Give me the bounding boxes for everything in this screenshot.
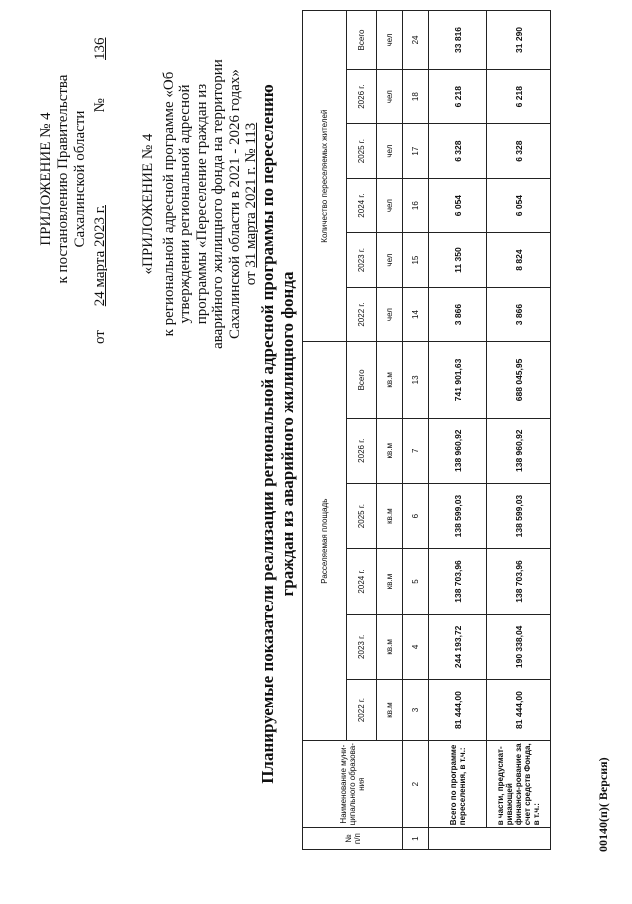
- annex-line-1: к постановлению Правительства: [55, 74, 71, 284]
- people-cell: 3 866: [429, 287, 487, 341]
- area-cell: 138 703,96: [429, 549, 487, 614]
- area-cell: 138 703,96: [487, 549, 551, 614]
- title-line-1: Планируемые показатели реализации региональной адресной программы по переселению: [258, 84, 277, 784]
- area-cell: 138 599,03: [487, 483, 551, 548]
- col-number: 17: [403, 124, 429, 178]
- area-cell: 81 444,00: [429, 680, 487, 741]
- people-cell: 33 816: [429, 11, 487, 70]
- unit-cell: кв.м: [377, 342, 403, 418]
- people-cell: 6 218: [487, 69, 551, 123]
- area-cell: 244 193,72: [429, 614, 487, 679]
- year-header: 2023 г.: [347, 614, 377, 679]
- unit-cell: чел: [377, 11, 403, 70]
- group-header-residents: Количество переселяемых жителей: [303, 11, 347, 342]
- area-cell: 741 901,63: [429, 342, 487, 418]
- area-cell: 138 599,03: [429, 483, 487, 548]
- year-header: 2025 г.: [347, 124, 377, 178]
- col-number: 2: [403, 741, 429, 828]
- people-cell: 11 350: [429, 233, 487, 287]
- annex-line-2: Сахалинской области: [72, 110, 88, 248]
- col-header-no: № п/п: [303, 828, 403, 850]
- area-cell: 688 045,95: [487, 342, 551, 418]
- annex-header: [38, 14, 89, 344]
- number-label: №: [92, 98, 108, 113]
- col-header-name: Наименование муни-ципального образова-ния: [303, 741, 403, 828]
- col-number: 1: [403, 828, 429, 850]
- year-header: 2022 г.: [347, 680, 377, 741]
- people-cell: 3 866: [487, 287, 551, 341]
- col-number: 5: [403, 549, 429, 614]
- program-line-3: программы «Переселение граждан из: [193, 83, 210, 325]
- area-cell: 138 960,92: [429, 418, 487, 483]
- program-line-1: к региональной адресной программе «Об: [160, 71, 177, 337]
- table-row: [429, 11, 487, 850]
- program-header: [140, 4, 260, 404]
- people-cell: 6 328: [429, 124, 487, 178]
- row-name: в части, предусмат-ривающей финанси-рование за счет средств Фонда, в т.ч.:: [487, 741, 551, 828]
- year-header: 2024 г.: [347, 178, 377, 232]
- col-number: 7: [403, 418, 429, 483]
- col-number: 13: [403, 342, 429, 418]
- year-header: 2025 г.: [347, 483, 377, 548]
- unit-cell: кв.м: [377, 549, 403, 614]
- indicators-table: [302, 10, 551, 850]
- area-cell: 190 338,04: [487, 614, 551, 679]
- program-annex-title: «ПРИЛОЖЕНИЕ № 4: [140, 133, 156, 275]
- col-number: 15: [403, 233, 429, 287]
- col-number: 14: [403, 287, 429, 341]
- col-number: 4: [403, 614, 429, 679]
- page-title: [258, 64, 298, 804]
- program-line-4: аварийного жилищного фонда на территории: [210, 59, 226, 349]
- people-cell: 6 054: [429, 178, 487, 232]
- col-number: 24: [403, 11, 429, 70]
- unit-cell: кв.м: [377, 483, 403, 548]
- unit-cell: кв.м: [377, 680, 403, 741]
- year-header: 2024 г.: [347, 549, 377, 614]
- people-cell: 6 328: [487, 124, 551, 178]
- year-header: 2026 г.: [347, 418, 377, 483]
- unit-cell: чел: [377, 233, 403, 287]
- col-number: 3: [403, 680, 429, 741]
- unit-cell: чел: [377, 178, 403, 232]
- col-number: 16: [403, 178, 429, 232]
- unit-cell: чел: [377, 287, 403, 341]
- unit-cell: кв.м: [377, 614, 403, 679]
- col-number: 6: [403, 483, 429, 548]
- people-cell: 6 218: [429, 69, 487, 123]
- program-line-5: Сахалинской области в 2021 - 2026 годах»: [226, 69, 243, 339]
- document-footer: 00140(п)( Версия): [596, 757, 610, 852]
- table-row: [487, 11, 551, 850]
- row-name: Всего по программе переселения, в т.ч.:: [429, 741, 487, 828]
- people-cell: 6 054: [487, 178, 551, 232]
- annex-title: ПРИЛОЖЕНИЕ № 4: [38, 112, 54, 246]
- area-cell: 81 444,00: [487, 680, 551, 741]
- unit-cell: кв.м: [377, 418, 403, 483]
- unit-cell: чел: [377, 69, 403, 123]
- decree-date: 24 марта 2023 г.: [92, 205, 108, 307]
- decree-number: 136: [92, 37, 108, 60]
- decree-signature-row: [92, 14, 109, 344]
- program-line-2: утверждении региональной адресной: [177, 84, 193, 324]
- col-number: 18: [403, 69, 429, 123]
- area-cell: 138 960,92: [487, 418, 551, 483]
- people-cell: 31 290: [487, 11, 551, 70]
- year-header: 2026 г.: [347, 69, 377, 123]
- year-header: 2022 г.: [347, 287, 377, 341]
- program-date: 31 марта 2021 г. № 113: [243, 122, 259, 268]
- group-header-area: Расселяемая площадь: [303, 342, 347, 741]
- year-header: 2023 г.: [347, 233, 377, 287]
- year-header: Всего: [347, 11, 377, 70]
- unit-cell: чел: [377, 124, 403, 178]
- from-label: от: [92, 330, 108, 344]
- year-header: Всего: [347, 342, 377, 418]
- title-line-2: граждан из аварийного жилищного фонда: [278, 271, 297, 597]
- program-date-line: от 31 марта 2021 г. № 113: [243, 122, 259, 286]
- people-cell: 8 824: [487, 233, 551, 287]
